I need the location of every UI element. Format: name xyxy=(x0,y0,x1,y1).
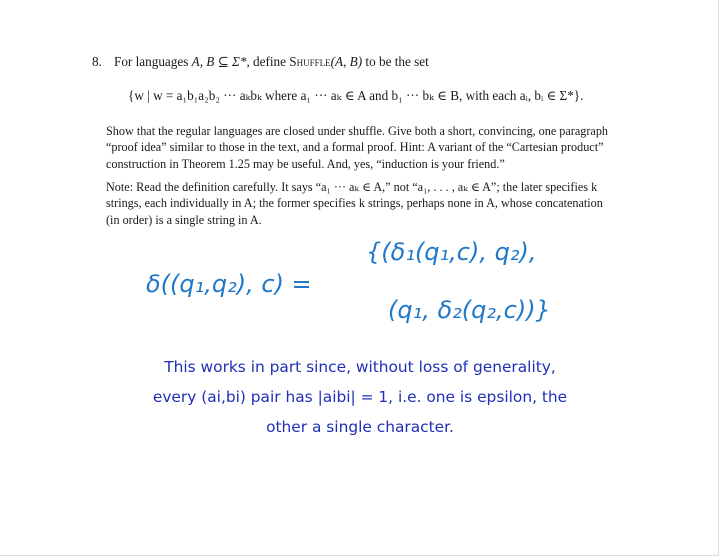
typed-note-line: every (ai,bi) pair has |aibi| = 1, i.e. one is epsilon, the xyxy=(152,388,568,406)
intro-tail: to be the set xyxy=(362,54,429,69)
note-line: Note: Read the definition carefully. It says “a₁ ··· aₖ ∈ A,” not “a₁, . . . , aₖ ∈ A”; the later specifies k xyxy=(106,180,598,194)
handwritten-lhs: δ((q₁,q₂), c) = xyxy=(146,270,312,298)
set-definition: {w | w = a₁b₁a₂b₂ ··· aₖbₖ where a₁ ··· aₖ ∈ A and b₁ ··· bₖ ∈ B, with each aᵢ, bᵢ ∈ Σ*}. xyxy=(128,88,584,103)
shuffle-operator: Shuffle xyxy=(289,54,331,69)
instructions-line: construction in Theorem 1.25 may be useful. And, yes, “induction is your friend.” xyxy=(106,156,505,171)
instructions-line: Show that the regular languages are closed under shuffle. Give both a short, convincing, one paragraph xyxy=(106,124,609,138)
note-line: (in order) is a single string in A. xyxy=(106,212,262,227)
intro-mid: , define xyxy=(246,54,290,69)
shuffle-args: (A, B) xyxy=(330,54,363,69)
intro-lead: For languages xyxy=(114,54,192,69)
handwritten-rhs-line-2: (q₁, δ₂(q₂,c))} xyxy=(388,296,551,324)
problem-number: 8. xyxy=(92,54,102,69)
typed-note-line: This works in part since, without loss of generality, xyxy=(164,358,556,376)
handwritten-rhs-line-1: {(δ₁(q₁,c), q₂), xyxy=(366,238,537,266)
note-line: strings, each individually in A; the former specifies k strings, perhaps none in A, whose concatenation xyxy=(106,196,603,211)
typed-note-line: other a single character. xyxy=(266,418,454,436)
instructions-line: “proof idea” similar to those in the text, and a formal proof. Hint: A variant of the “Cartesian product” xyxy=(106,140,604,155)
intro-vars: A, B ⊆ Σ* xyxy=(191,54,247,69)
